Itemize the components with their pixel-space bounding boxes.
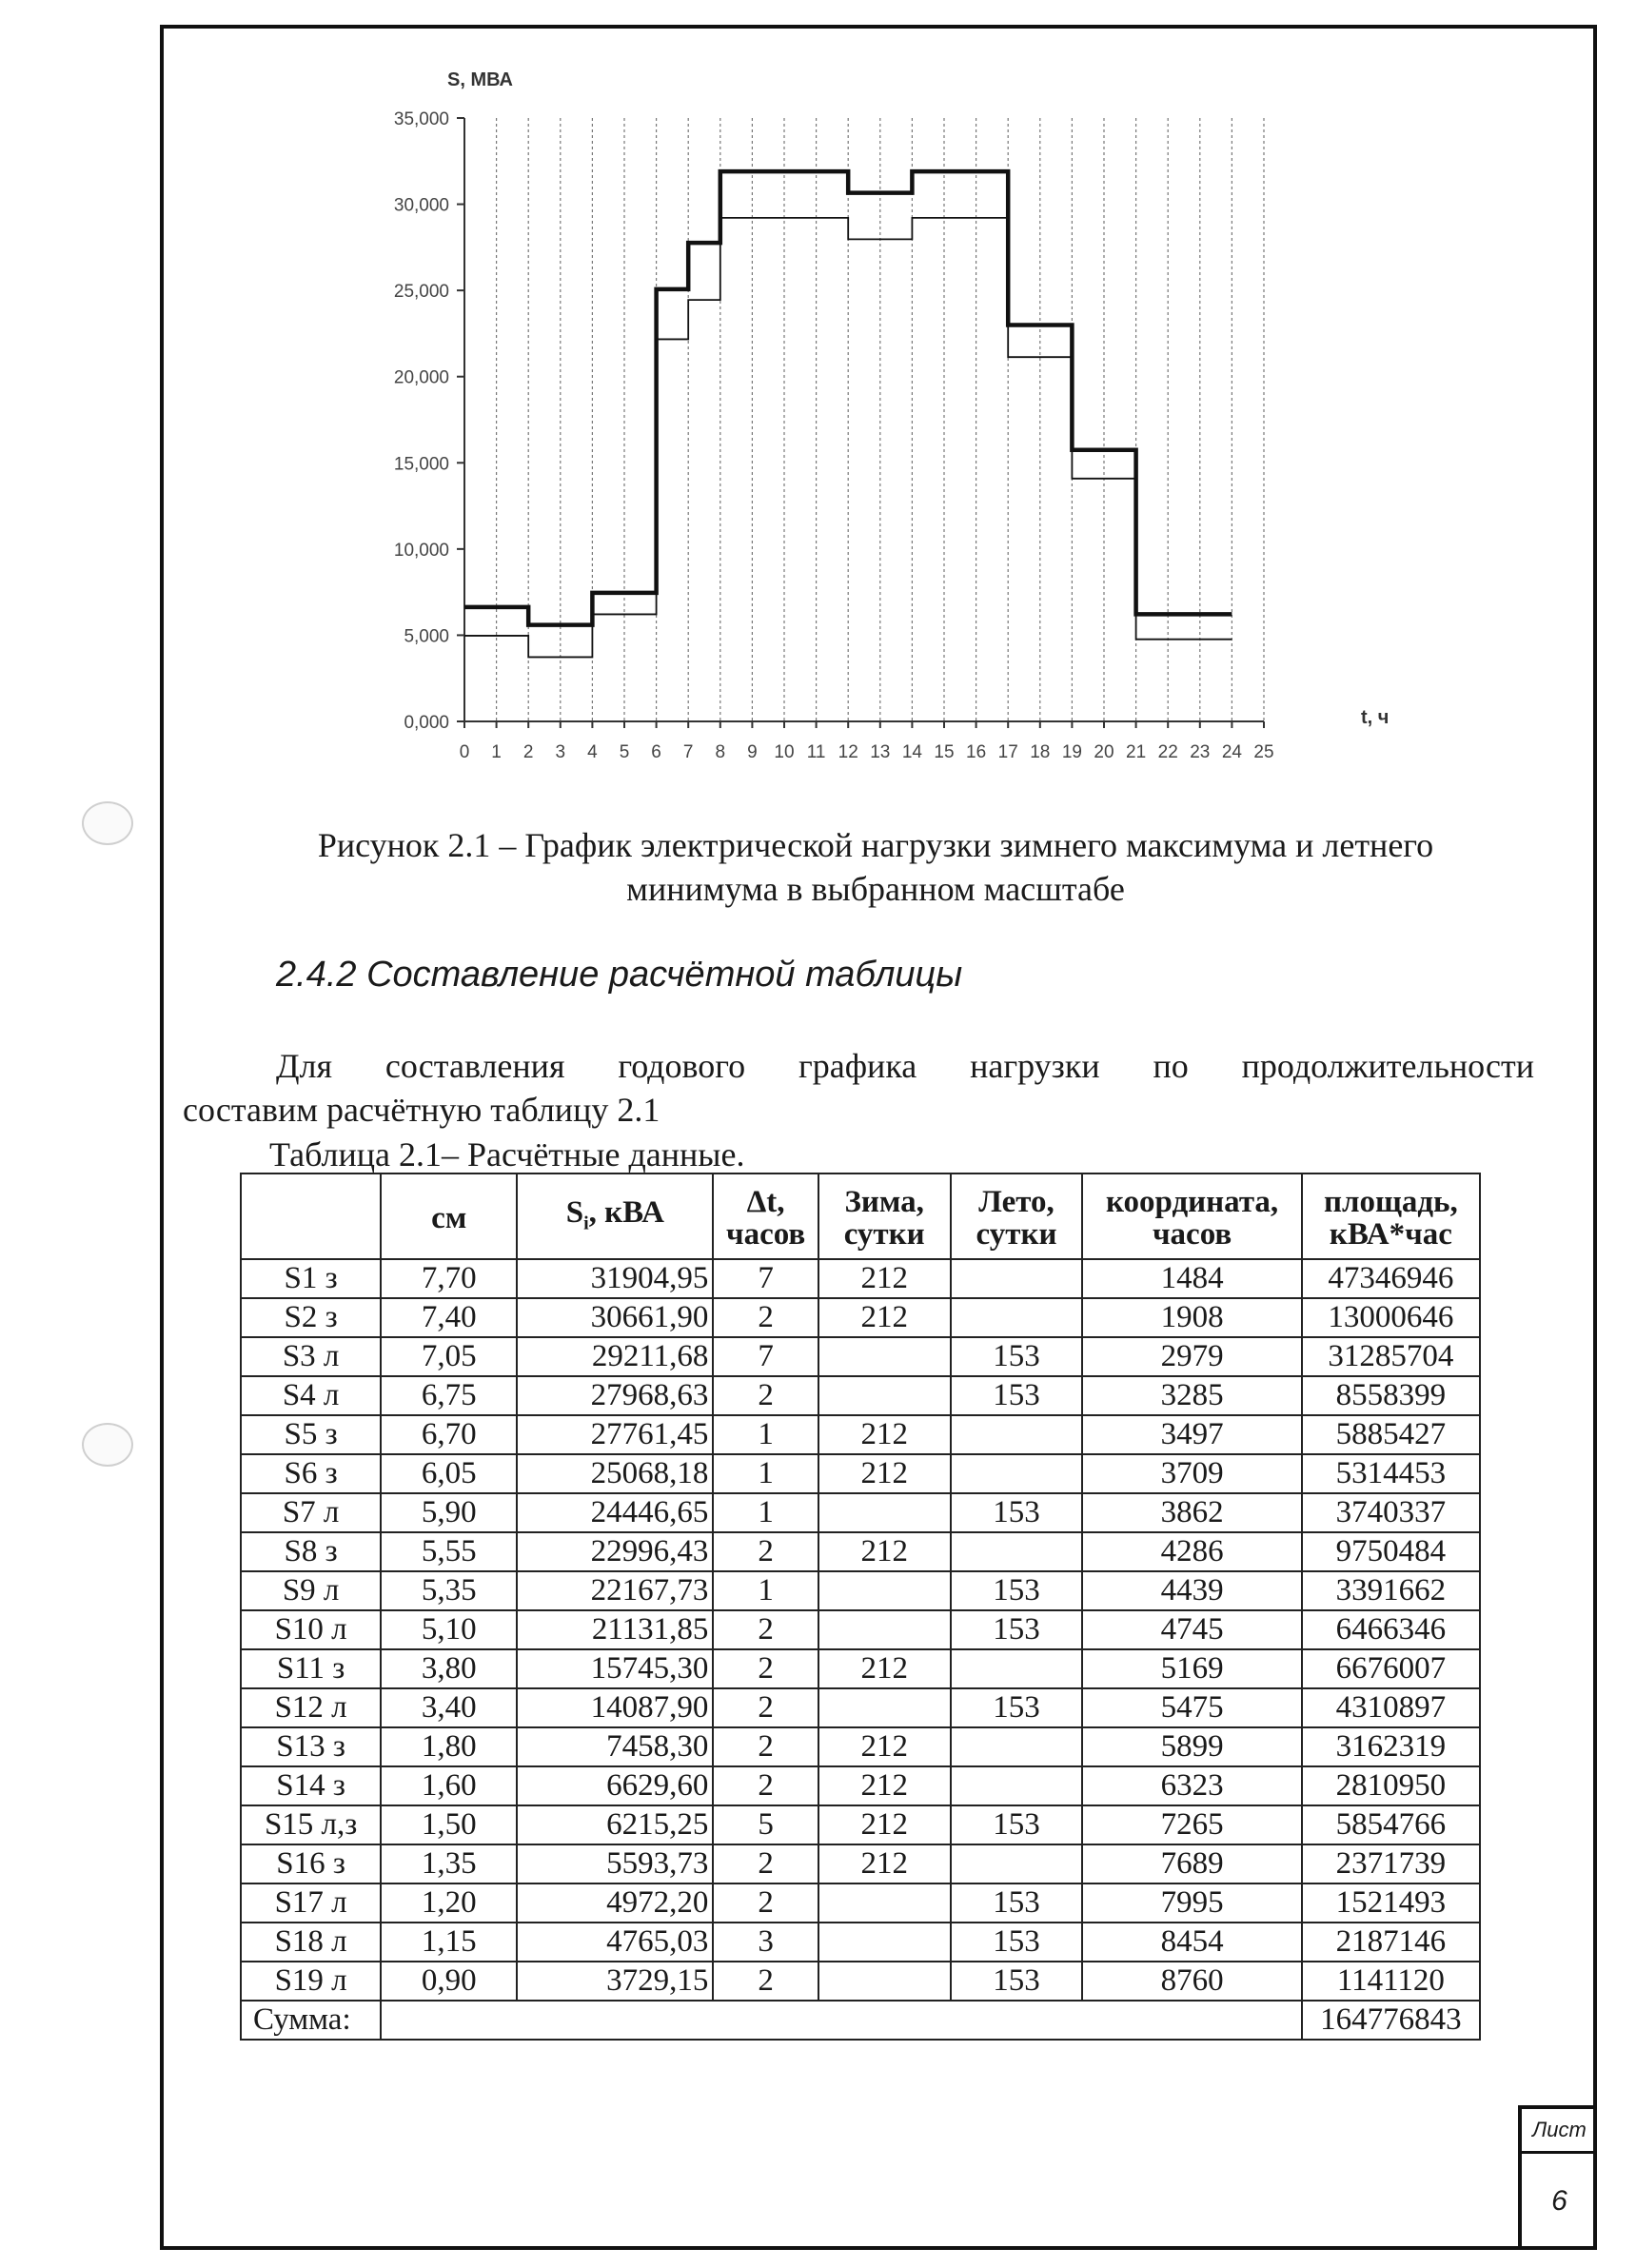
- x-tick-label: 17: [997, 742, 1018, 762]
- x-tick-label: 7: [682, 742, 694, 762]
- table-cell: 22167,73: [517, 1571, 713, 1610]
- table-cell: 2810950: [1302, 1766, 1480, 1805]
- table-row: [241, 1493, 1480, 1532]
- table-cell: 4745: [1082, 1610, 1301, 1649]
- table-cell: 1,80: [381, 1727, 517, 1766]
- table-row: [241, 1259, 1480, 1298]
- table-cell: 5,90: [381, 1493, 517, 1532]
- table-row: [241, 1415, 1480, 1454]
- x-tick-label: 13: [870, 742, 891, 762]
- table-cell: 212: [818, 1844, 951, 1883]
- table-cell: 4310897: [1302, 1688, 1480, 1727]
- table-cell: S7 л: [241, 1493, 381, 1532]
- sum-value: 164776843: [1302, 2001, 1480, 2040]
- table-cell: S12 л: [241, 1688, 381, 1727]
- chart-axes: [464, 118, 1264, 721]
- figure-caption: [190, 823, 1561, 911]
- table-cell: 7995: [1082, 1883, 1301, 1923]
- table-row: [241, 1844, 1480, 1883]
- table-cell: 3740337: [1302, 1493, 1480, 1532]
- y-tick-label: 30,000: [393, 195, 449, 216]
- table-cell: S10 л: [241, 1610, 381, 1649]
- table-cell: 212: [818, 1298, 951, 1337]
- table-cell: 6629,60: [517, 1766, 713, 1805]
- table-row: [241, 1923, 1480, 1962]
- table-cell: 1,20: [381, 1883, 517, 1923]
- chart-grid: [497, 118, 1264, 721]
- x-tick-label: 11: [806, 742, 826, 762]
- table-cell: 2: [713, 1610, 818, 1649]
- table-cell: 212: [818, 1415, 951, 1454]
- table-cell: 1484: [1082, 1259, 1301, 1298]
- table-row: [241, 1337, 1480, 1376]
- table-cell: 2371739: [1302, 1844, 1480, 1883]
- x-axis-label: t, ч: [1361, 707, 1390, 728]
- body-paragraph: [183, 1044, 1534, 1132]
- table-cell: [951, 1727, 1083, 1766]
- sum-spacer: [381, 2001, 1302, 2040]
- table-cell: 2979: [1082, 1337, 1301, 1376]
- table-cell: 1: [713, 1493, 818, 1532]
- table-cell: 7265: [1082, 1805, 1301, 1844]
- table-cell: 7,05: [381, 1337, 517, 1376]
- table-cell: 5169: [1082, 1649, 1301, 1688]
- punch-hole: [82, 801, 133, 845]
- load-chart: [343, 57, 1409, 790]
- table-cell: 8558399: [1302, 1376, 1480, 1415]
- x-tick-label: 4: [587, 742, 598, 762]
- table-cell: 25068,18: [517, 1454, 713, 1493]
- header-coordinate: координата, часов: [1082, 1173, 1301, 1259]
- table-cell: 9750484: [1302, 1532, 1480, 1571]
- table-cell: 4765,03: [517, 1923, 713, 1962]
- table-cell: 153: [951, 1883, 1083, 1923]
- header-cm: см: [381, 1173, 517, 1259]
- table-cell: 22996,43: [517, 1532, 713, 1571]
- table-row: [241, 1454, 1480, 1493]
- table-cell: [818, 1883, 951, 1923]
- table-cell: 153: [951, 1962, 1083, 2001]
- table-cell: 7: [713, 1337, 818, 1376]
- table-row: [241, 1649, 1480, 1688]
- table-cell: 1141120: [1302, 1962, 1480, 2001]
- table-cell: S4 л: [241, 1376, 381, 1415]
- table-cell: [818, 1376, 951, 1415]
- y-tick-label: 0,000: [404, 713, 449, 733]
- table-row: [241, 1727, 1480, 1766]
- y-tick-label: 20,000: [393, 367, 449, 388]
- table-cell: [951, 1259, 1083, 1298]
- x-tick-label: 20: [1094, 742, 1114, 762]
- table-cell: [951, 1766, 1083, 1805]
- table-cell: 3862: [1082, 1493, 1301, 1532]
- table-cell: 7: [713, 1259, 818, 1298]
- table-cell: S6 з: [241, 1454, 381, 1493]
- x-tick-label: 8: [715, 742, 726, 762]
- table-cell: [951, 1454, 1083, 1493]
- table-cell: 3,40: [381, 1688, 517, 1727]
- table-header-row: [241, 1173, 1480, 1259]
- table-cell: 2: [713, 1376, 818, 1415]
- table-cell: 212: [818, 1649, 951, 1688]
- y-tick-label: 10,000: [393, 540, 449, 561]
- table-cell: [818, 1923, 951, 1962]
- table-cell: 153: [951, 1571, 1083, 1610]
- table-cell: 2: [713, 1883, 818, 1923]
- figure-caption-line1: Рисунок 2.1 – График электрической нагрузки зимнего максимума и летнего: [317, 826, 1434, 864]
- table-cell: 30661,90: [517, 1298, 713, 1337]
- table-cell: S11 з: [241, 1649, 381, 1688]
- table-cell: 3: [713, 1923, 818, 1962]
- table-cell: 7458,30: [517, 1727, 713, 1766]
- table-row: [241, 1962, 1480, 2001]
- table-cell: 1,15: [381, 1923, 517, 1962]
- table-cell: [951, 1844, 1083, 1883]
- table-cell: 7,70: [381, 1259, 517, 1298]
- table-cell: 2: [713, 1962, 818, 2001]
- table-cell: S13 з: [241, 1727, 381, 1766]
- table-row: [241, 1376, 1480, 1415]
- x-tick-label: 14: [901, 742, 922, 762]
- table-cell: 1,50: [381, 1805, 517, 1844]
- header-power: $S_i$, кВА: [517, 1173, 713, 1259]
- x-tick-label: 25: [1253, 742, 1274, 762]
- table-cell: 3391662: [1302, 1571, 1480, 1610]
- table-cell: 212: [818, 1766, 951, 1805]
- x-tick-label: 10: [774, 742, 795, 762]
- x-tick-label: 2: [522, 742, 534, 762]
- header-label: [241, 1173, 381, 1259]
- table-cell: 21131,85: [517, 1610, 713, 1649]
- table-cell: 2: [713, 1766, 818, 1805]
- table-cell: S2 з: [241, 1298, 381, 1337]
- table-cell: 153: [951, 1805, 1083, 1844]
- table-cell: 31904,95: [517, 1259, 713, 1298]
- figure-caption-line2: минимума в выбранном масштабе: [626, 870, 1125, 908]
- table-cell: 1: [713, 1571, 818, 1610]
- table-cell: S9 л: [241, 1571, 381, 1610]
- table-cell: 153: [951, 1688, 1083, 1727]
- table-cell: 212: [818, 1805, 951, 1844]
- table-cell: 5: [713, 1805, 818, 1844]
- sheet-stamp: [1518, 2105, 1597, 2250]
- table-cell: 5899: [1082, 1727, 1301, 1766]
- table-cell: S1 з: [241, 1259, 381, 1298]
- x-tick-label: 22: [1157, 742, 1178, 762]
- table-cell: 14087,90: [517, 1688, 713, 1727]
- table-cell: 6323: [1082, 1766, 1301, 1805]
- table-cell: 5885427: [1302, 1415, 1480, 1454]
- table-row: [241, 1688, 1480, 1727]
- x-tick-label: 16: [966, 742, 987, 762]
- table-cell: 1521493: [1302, 1883, 1480, 1923]
- x-tick-label: 6: [651, 742, 661, 762]
- table-cell: 4439: [1082, 1571, 1301, 1610]
- x-tick-label: 1: [491, 742, 502, 762]
- header-area: площадь, кВА*час: [1302, 1173, 1480, 1259]
- table-cell: 153: [951, 1610, 1083, 1649]
- header-dt: Δt, часов: [713, 1173, 818, 1259]
- table-row: [241, 1571, 1480, 1610]
- table-cell: 3162319: [1302, 1727, 1480, 1766]
- table-row: [241, 1532, 1480, 1571]
- table-cell: 4972,20: [517, 1883, 713, 1923]
- table-cell: [818, 1337, 951, 1376]
- table-cell: 6466346: [1302, 1610, 1480, 1649]
- y-axis-label: S, МВА: [447, 69, 514, 90]
- table-cell: 5475: [1082, 1688, 1301, 1727]
- table-cell: S8 з: [241, 1532, 381, 1571]
- table-cell: S17 л: [241, 1883, 381, 1923]
- table-cell: 13000646: [1302, 1298, 1480, 1337]
- table-cell: 153: [951, 1376, 1083, 1415]
- table-cell: [951, 1649, 1083, 1688]
- table-cell: 153: [951, 1923, 1083, 1962]
- table-row: [241, 1298, 1480, 1337]
- table-cell: [818, 1688, 951, 1727]
- table-cell: S16 з: [241, 1844, 381, 1883]
- paragraph-line1: Для составления годового графика нагрузки по продолжительности: [276, 1047, 1534, 1085]
- table-cell: 2: [713, 1298, 818, 1337]
- table-cell: 5854766: [1302, 1805, 1480, 1844]
- table-cell: 1: [713, 1415, 818, 1454]
- table-cell: S14 з: [241, 1766, 381, 1805]
- x-tick-label: 21: [1126, 742, 1147, 762]
- table-cell: 1: [713, 1454, 818, 1493]
- table-cell: 153: [951, 1337, 1083, 1376]
- x-tick-label: 18: [1030, 742, 1051, 762]
- table-cell: 7,40: [381, 1298, 517, 1337]
- table-cell: 212: [818, 1259, 951, 1298]
- table-cell: S15 л,з: [241, 1805, 381, 1844]
- table-cell: 27761,45: [517, 1415, 713, 1454]
- table-cell: 5,55: [381, 1532, 517, 1571]
- sum-row: [241, 2001, 1480, 2040]
- table-cell: 1,35: [381, 1844, 517, 1883]
- x-tick-label: 12: [838, 742, 858, 762]
- table-row: [241, 1610, 1480, 1649]
- table-cell: 3,80: [381, 1649, 517, 1688]
- table-cell: 27968,63: [517, 1376, 713, 1415]
- table-cell: 4286: [1082, 1532, 1301, 1571]
- chart-ticks: [394, 109, 1274, 762]
- table-cell: 3285: [1082, 1376, 1301, 1415]
- table-cell: 5314453: [1302, 1454, 1480, 1493]
- x-tick-label: 5: [619, 742, 630, 762]
- sheet-label: Лист: [1522, 2109, 1597, 2154]
- table-cell: 3497: [1082, 1415, 1301, 1454]
- table-cell: 31285704: [1302, 1337, 1480, 1376]
- x-tick-label: 23: [1190, 742, 1211, 762]
- table-cell: [818, 1962, 951, 2001]
- table-row: [241, 1766, 1480, 1805]
- table-cell: 212: [818, 1454, 951, 1493]
- header-summer: Лето, сутки: [951, 1173, 1083, 1259]
- table-cell: 6215,25: [517, 1805, 713, 1844]
- y-tick-label: 35,000: [393, 109, 449, 129]
- table-cell: 153: [951, 1493, 1083, 1532]
- table-cell: 212: [818, 1727, 951, 1766]
- table-cell: [818, 1610, 951, 1649]
- table-cell: 3709: [1082, 1454, 1301, 1493]
- table-cell: 6,75: [381, 1376, 517, 1415]
- table-cell: 5,10: [381, 1610, 517, 1649]
- table-cell: 7689: [1082, 1844, 1301, 1883]
- table-cell: 3729,15: [517, 1962, 713, 2001]
- table-cell: 2: [713, 1688, 818, 1727]
- x-tick-label: 0: [459, 742, 470, 762]
- table-cell: 15745,30: [517, 1649, 713, 1688]
- sheet-number: 6: [1551, 2185, 1567, 2217]
- table-cell: [951, 1532, 1083, 1571]
- calculation-table: [240, 1173, 1481, 2041]
- paragraph-line2: составим расчётную таблицу 2.1: [183, 1091, 660, 1129]
- y-tick-label: 25,000: [393, 282, 449, 303]
- table-cell: 0,90: [381, 1962, 517, 2001]
- table-cell: S19 л: [241, 1962, 381, 2001]
- table-row: [241, 1883, 1480, 1923]
- table-row: [241, 1805, 1480, 1844]
- table-cell: 47346946: [1302, 1259, 1480, 1298]
- table-cell: 6676007: [1302, 1649, 1480, 1688]
- table-cell: 1,60: [381, 1766, 517, 1805]
- table-cell: 24446,65: [517, 1493, 713, 1532]
- table-cell: [818, 1571, 951, 1610]
- table-cell: 8454: [1082, 1923, 1301, 1962]
- section-heading: 2.4.2 Составление расчётной таблицы: [276, 955, 963, 995]
- table-cell: 2: [713, 1532, 818, 1571]
- table-cell: [951, 1298, 1083, 1337]
- table-cell: 6,70: [381, 1415, 517, 1454]
- header-winter: Зима, сутки: [818, 1173, 951, 1259]
- x-tick-label: 3: [555, 742, 566, 762]
- table-cell: 6,05: [381, 1454, 517, 1493]
- table-cell: 2: [713, 1727, 818, 1766]
- table-cell: [951, 1415, 1083, 1454]
- table-caption: Таблица 2.1– Расчётные данные.: [269, 1135, 745, 1173]
- table-cell: 29211,68: [517, 1337, 713, 1376]
- table-cell: S18 л: [241, 1923, 381, 1962]
- table-cell: S3 л: [241, 1337, 381, 1376]
- table-cell: 2: [713, 1649, 818, 1688]
- x-tick-label: 19: [1061, 742, 1082, 762]
- y-tick-label: 5,000: [404, 626, 449, 647]
- table-cell: 2: [713, 1844, 818, 1883]
- table-cell: 5593,73: [517, 1844, 713, 1883]
- x-tick-label: 9: [747, 742, 758, 762]
- x-tick-label: 15: [934, 742, 955, 762]
- table-cell: 8760: [1082, 1962, 1301, 2001]
- table-cell: [818, 1493, 951, 1532]
- table-cell: 5,35: [381, 1571, 517, 1610]
- table-cell: 212: [818, 1532, 951, 1571]
- y-tick-label: 15,000: [393, 454, 449, 475]
- table-cell: S5 з: [241, 1415, 381, 1454]
- punch-hole: [82, 1423, 133, 1467]
- table-cell: 1908: [1082, 1298, 1301, 1337]
- x-tick-label: 24: [1221, 742, 1242, 762]
- sum-label: Сумма:: [241, 2001, 381, 2040]
- table-cell: 2187146: [1302, 1923, 1480, 1962]
